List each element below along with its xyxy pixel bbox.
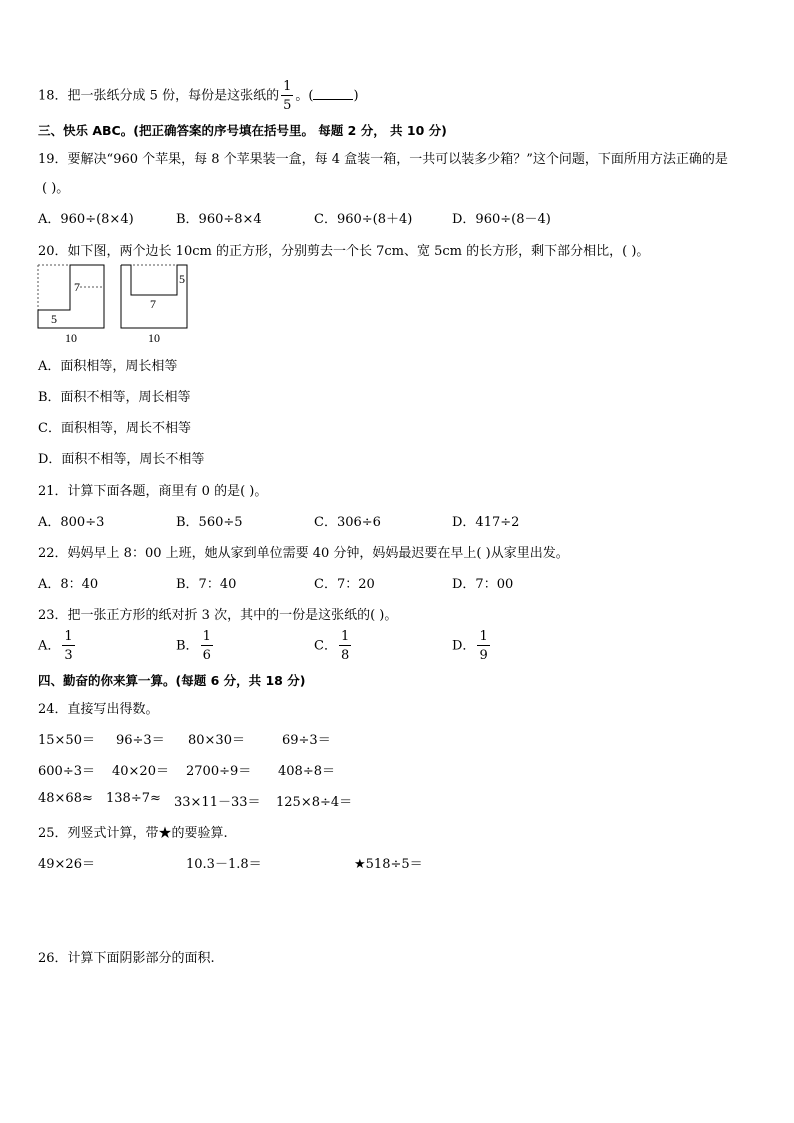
calc-item: 33×11－33＝: [174, 795, 261, 810]
calc-item: 138÷7≈: [106, 791, 161, 806]
option-b[interactable]: B．面积不相等，周长相等: [38, 390, 191, 405]
calc-item: 80×30＝: [188, 733, 245, 748]
label-10: 10: [65, 331, 77, 345]
fraction: $\frac{1}{5}$: [283, 79, 292, 113]
question-24-text: 24．直接写出得数。: [38, 702, 159, 717]
question-22-text: 22．妈妈早上 8：00 上班，她从家到单位需要 40 分钟，妈妈最迟要在早上( )从家里出发。: [38, 546, 569, 561]
option-b[interactable]: B．7：40: [176, 577, 237, 592]
option-a[interactable]: A．800÷3: [38, 515, 105, 530]
calc-item: 15×50＝: [38, 733, 95, 748]
option-c[interactable]: C． $\frac{1}{8}$: [314, 629, 350, 663]
label-7: 7: [150, 297, 156, 311]
option-d[interactable]: D．960÷(8－4): [452, 212, 551, 227]
option-a[interactable]: A．面积相等，周长相等: [38, 359, 178, 374]
calc-item: 48×68≈: [38, 791, 93, 806]
option-d[interactable]: D． $\frac{1}{9}$: [452, 629, 488, 663]
option-b[interactable]: B．960÷8×4: [176, 212, 262, 227]
label-5: 5: [179, 272, 185, 286]
question-21-text: 21．计算下面各题，商里有 0 的是( )。: [38, 484, 268, 499]
option-d[interactable]: D．7：00: [452, 577, 514, 592]
calc-item: 40×20＝: [112, 764, 169, 779]
calc-item: 408÷8＝: [278, 764, 335, 779]
option-b[interactable]: B． $\frac{1}{6}$: [176, 629, 211, 663]
question-19-text: 19．要解决“960 个苹果，每 8 个苹果装一盒，每 4 盒装一箱，一共可以装多少箱？”这个问题，下面所用方法正确的是: [38, 152, 728, 167]
calc-item: 600÷3＝: [38, 764, 95, 779]
fraction: $\frac{1}{9}$: [479, 629, 488, 663]
calc-item: 10.3－1.8＝: [186, 857, 262, 872]
label-10: 10: [148, 331, 160, 345]
option-c[interactable]: C．7：20: [314, 577, 375, 592]
fraction: $\frac{1}{6}$: [202, 629, 211, 663]
question-25-text: 25．列竖式计算，带★的要验算.: [38, 826, 228, 841]
square-cut-figures: [34, 258, 214, 348]
calc-item: ★518÷5＝: [354, 857, 423, 872]
option-a[interactable]: A． $\frac{1}{3}$: [38, 629, 73, 663]
figure-2: [121, 265, 187, 345]
option-c[interactable]: C．面积相等，周长不相等: [38, 421, 191, 436]
question-19-answer-bracket[interactable]: ( )。: [42, 181, 70, 196]
option-d[interactable]: D．417÷2: [452, 515, 520, 530]
calc-item: 2700÷9＝: [186, 764, 252, 779]
label-7: 7: [74, 280, 80, 294]
calc-item: 69÷3＝: [282, 733, 331, 748]
figure-1: [38, 265, 104, 345]
calc-item: 125×8÷4＝: [276, 795, 353, 810]
option-d[interactable]: D．面积不相等，周长不相等: [38, 452, 205, 467]
fraction: $\frac{1}{8}$: [340, 629, 350, 663]
section-4-title: 四、勤奋的你来算一算。(每题 6 分，共 18 分): [38, 673, 306, 688]
section-3-title: 三、快乐 ABC。(把正确答案的序号填在括号里。 每题 2 分， 共 10 分): [38, 123, 447, 138]
answer-blank[interactable]: [313, 87, 353, 100]
question-23-text: 23．把一张正方形的纸对折 3 次，其中的一份是这张纸的( )。: [38, 608, 398, 623]
question-20-text: 20．如下图，两个边长 10cm 的正方形，分别剪去一个长 7cm、宽 5cm 的长方形，剩下部分相比，( )。: [38, 244, 650, 259]
label-5: 5: [51, 312, 57, 326]
fraction: $\frac{1}{3}$: [64, 629, 73, 663]
option-c[interactable]: C．960÷(8＋4): [314, 212, 413, 227]
calc-item: 96÷3＝: [116, 733, 165, 748]
option-c[interactable]: C．306÷6: [314, 515, 381, 530]
question-18: 18．把一张纸分成 5 份，每份是这张纸的 $\frac{1}{5}$ 。( ): [38, 79, 359, 113]
calc-item: 49×26＝: [38, 857, 95, 872]
question-26-text: 26．计算下面阴影部分的面积.: [38, 951, 215, 966]
option-a[interactable]: A．960÷(8×4): [38, 212, 134, 227]
option-b[interactable]: B．560÷5: [176, 515, 243, 530]
question-18-text: 18．把一张纸分成 5 份，每份是这张纸的: [38, 88, 280, 104]
option-a[interactable]: A．8：40: [38, 577, 99, 592]
